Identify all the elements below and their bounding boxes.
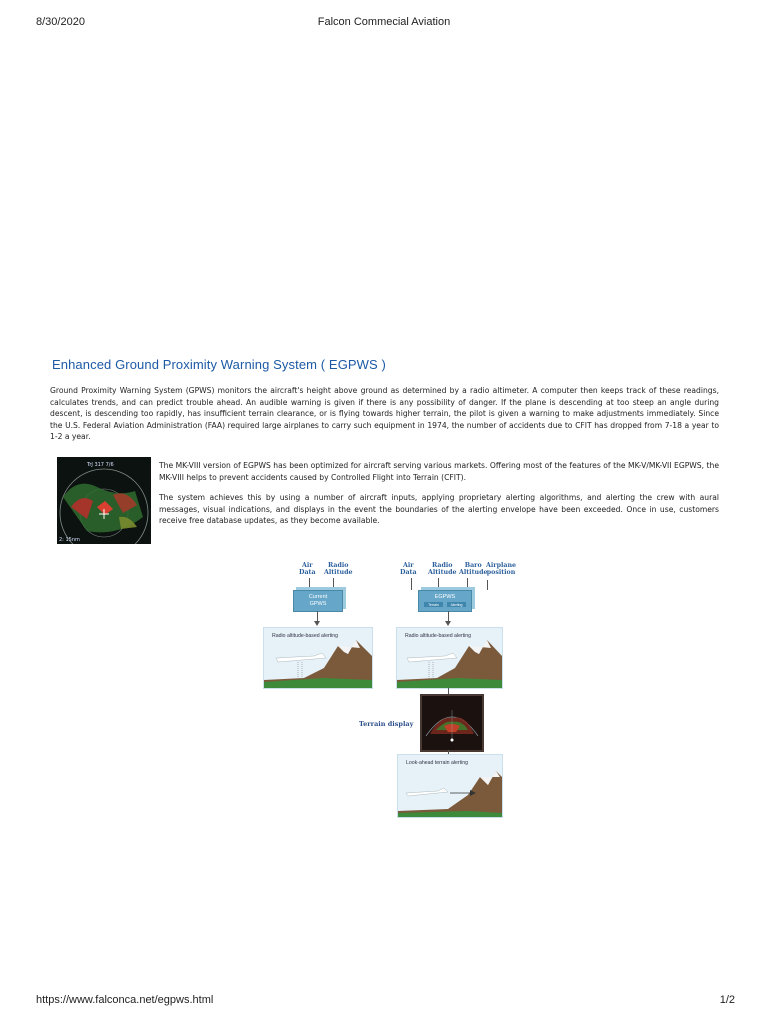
left-input-air-data: Air Data: [299, 562, 316, 576]
paragraph-system: The system achieves this by using a number of aircraft inputs, applying proprietary alerting algorithms, and alerting the crew with aural messages, visual indications, and displays in the event the boundaries of the alerting envelope have been exceeded. Once in use, customers receive free database updates, as they become available.: [159, 493, 719, 526]
paragraph-gpws-intro: Ground Proximity Warning System (GPWS) monitors the aircraft's height above ground as determined by a radio altimeter. A computer then keeps track of these readings, calculates trends, and can predict trouble ahead. An audible warning is given if there is any possibility of danger. If the plane is descending at too steep an angle during descent, is descending too rapidly, has insufficient terrain clearance, or is flying towards higher terrain, the pilot is given a warning to make adjustments immediately. Since the U.S. Federal Aviation Administration (FAA) required large airplanes to carry such equipment in 1974, the number of accidents due to CFIT has dropped from 7-18 a year to 1-2 a year.: [50, 386, 719, 442]
site-title: Falcon Commecial Aviation: [317, 16, 451, 28]
radar-display-image: [57, 457, 151, 544]
right-input-airplane-position: Airplane position: [486, 562, 517, 576]
current-gpws-box: Current GPWS: [293, 590, 343, 612]
article-title: Enhanced Ground Proximity Warning System ( EGPWS ): [52, 357, 386, 372]
page-number: 1/2: [719, 994, 735, 1006]
egpws-terrain-sub: Terrain: [424, 602, 443, 607]
left-panel-caption: Radio altitude-based alerting: [272, 633, 339, 639]
right-radio-altitude-panel: [396, 627, 503, 689]
terrain-display-label: Terrain display: [359, 720, 414, 728]
right-input-baro-altitude: Baro Altitude: [459, 562, 488, 576]
right-input-air-data: Air Data: [400, 562, 417, 576]
print-date: 8/30/2020: [36, 16, 85, 28]
radar-top-label: TrJ 317 7/6: [87, 462, 114, 468]
right-panel-caption: Radio altitude-based alerting: [405, 633, 472, 639]
egpws-alerting-sub: Alerting: [447, 602, 466, 607]
terrain-display-screen: [420, 694, 484, 752]
egpws-box-label: EGPWS: [434, 594, 456, 600]
left-input-radio-altitude: Radio Altitude: [324, 562, 353, 576]
lookahead-terrain-panel: [397, 754, 503, 818]
paragraph-mk-viii: The MK-VIII version of EGPWS has been optimized for aircraft serving various markets. Offering most of the features of the MK-V/MK-VII EGPWS, the MK-VIII helps to prevent accidents caused by Controlled Flight into Terrain (CFIT).: [159, 461, 719, 482]
egpws-box: [418, 590, 472, 612]
left-radio-altitude-panel: [263, 627, 373, 689]
radar-range-label: 2: 15nm: [59, 537, 80, 543]
lookahead-panel-caption: Look-ahead terrain alerting: [406, 760, 469, 766]
page-url[interactable]: https://www.falconca.net/egpws.html: [36, 994, 214, 1006]
right-input-radio-altitude: Radio Altitude: [428, 562, 457, 576]
